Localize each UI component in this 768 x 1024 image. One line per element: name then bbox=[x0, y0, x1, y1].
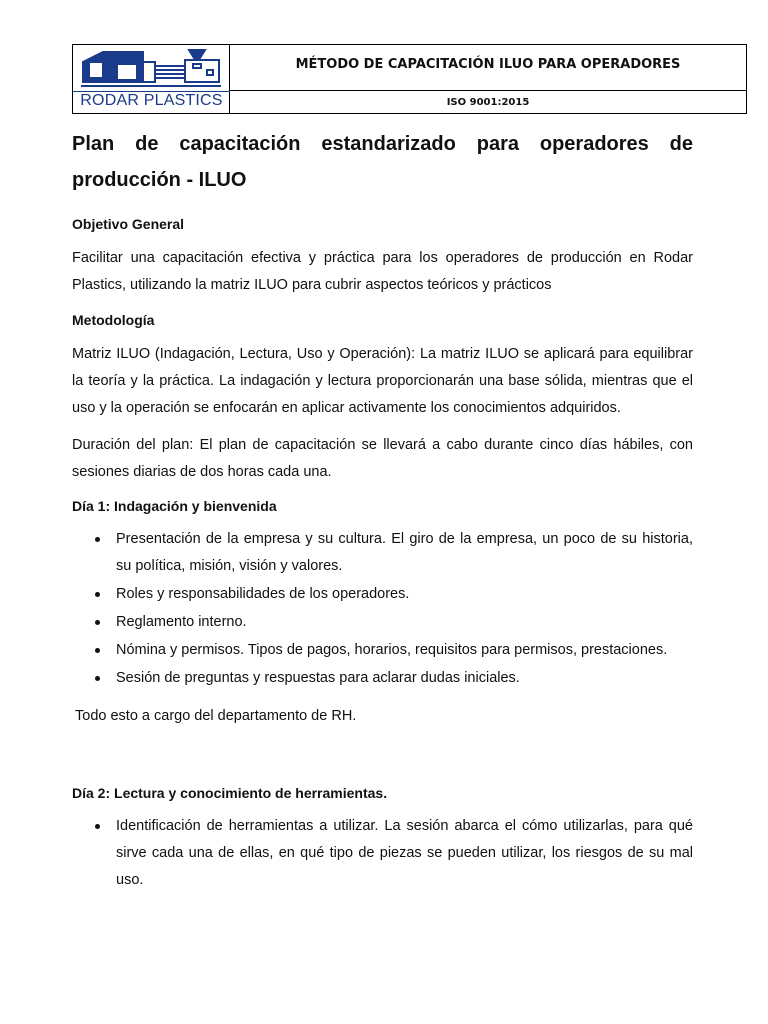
iso-standard: ISO 9001:2015 bbox=[446, 96, 530, 108]
list-item: Sesión de preguntas y respuestas para aclarar dudas iniciales. bbox=[116, 665, 693, 692]
list-item: Reglamento interno. bbox=[116, 609, 693, 636]
day2-heading: Día 2: Lectura y conocimiento de herramientas. bbox=[72, 785, 388, 801]
injection-machine-logo-icon bbox=[81, 48, 223, 90]
company-logo bbox=[73, 45, 230, 113]
objective-paragraph: Facilitar una capacitación efectiva y práctica para los operadores de producción en Rodar Plastics, utilizando la matriz ILUO para cubrir aspectos teóricos y prácticos bbox=[72, 250, 693, 293]
page-title: Plan de capacitación estandarizado para operadores de producción - ILUO bbox=[72, 133, 693, 191]
methodology-paragraph: Matriz ILUO (Indagación, Lectura, Uso y Operación): La matriz ILUO se aplicará para equilibrar la teoría y la práctica. La indagación y lectura proporcionarán una base sólida, mientras que el uso y la operación se enfocarán en aplicar activamente los conocimientos adquiridos. bbox=[72, 346, 693, 416]
document-method-title: MÉTODO DE CAPACITACIÓN ILUO PARA OPERADORES bbox=[230, 45, 746, 91]
list-item: Roles y responsabilidades de los operadores. bbox=[116, 581, 693, 608]
day2-list bbox=[72, 813, 693, 894]
methodology-heading: Metodología bbox=[72, 312, 155, 328]
logo-wordmark: RODAR PLASTICS bbox=[80, 92, 223, 109]
list-item: Nómina y permisos. Tipos de pagos, horarios, requisitos para permisos, prestaciones. bbox=[116, 637, 693, 664]
duration-paragraph: Duración del plan: El plan de capacitación se llevará a cabo durante cinco días hábiles, con sesiones diarias de dos horas cada una. bbox=[72, 437, 693, 480]
document-header bbox=[72, 44, 747, 114]
list-item: Identificación de herramientas a utilizar. La sesión abarca el cómo utilizarlas, para qué sirve cada una de ellas, en qué tipo de piezas se pueden utilizar, los riesgos de su mal uso. bbox=[116, 813, 693, 894]
objective-heading: Objetivo General bbox=[72, 216, 185, 232]
day1-heading: Día 1: Indagación y bienvenida bbox=[72, 498, 277, 514]
document-body bbox=[72, 126, 693, 895]
day1-list bbox=[72, 526, 693, 692]
list-item: Presentación de la empresa y su cultura. El giro de la empresa, un poco de su historia, su política, misión, visión y valores. bbox=[116, 526, 693, 580]
day1-note: Todo esto a cargo del departamento de RH. bbox=[75, 708, 357, 724]
